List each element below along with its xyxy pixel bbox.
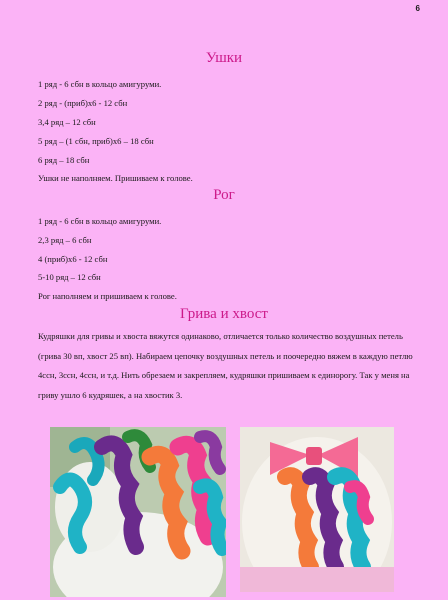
horn-line: Рог наполняем и пришиваем к голове.	[38, 291, 177, 301]
tail-curls-illustration	[240, 427, 394, 592]
mane-curls-illustration	[50, 427, 226, 597]
mane-photo	[50, 427, 226, 597]
ears-line: 5 ряд – (1 сбн, приб)х6 – 18 сбн	[38, 136, 154, 146]
horn-line: 1 ряд - 6 сбн в кольцо амигуруми.	[38, 216, 162, 226]
ears-line: 2 ряд - (приб)х6 - 12 сбн	[38, 98, 128, 108]
page-number: 6	[415, 4, 420, 13]
ears-line: 1 ряд - 6 сбн в кольцо амигуруми.	[38, 79, 162, 89]
horn-line: 2,3 ряд – 6 сбн	[38, 235, 92, 245]
ears-line: 3,4 ряд – 12 сбн	[38, 117, 96, 127]
horn-line: 5-10 ряд – 12 сбн	[38, 272, 101, 282]
mane-paragraph: Кудряшки для гривы и хвоста вяжутся одинаково, отличается только количество воздушных петель (грива 30 вп, хвост 25 вп). Набираем цепочку воздушных петель и поочередно вяжем в каждую петлю 4ссн, 3ссн, 4ссн, и т.д. Нить обрезаем и закрепляем, кудряшки пришиваем к единорогу. Так у меня на гриву ушло 6 кудряшек, а на хвостик 3.	[38, 331, 413, 400]
horn-line: 4 (приб)х6 - 12 сбн	[38, 254, 108, 264]
ears-heading: Ушки	[205, 50, 243, 66]
tail-photo	[240, 427, 394, 592]
mane-heading: Грива и хвост	[180, 306, 268, 322]
ears-line: 6 ряд – 18 сбн	[38, 155, 90, 165]
horn-heading: Рог	[213, 187, 235, 203]
ears-line: Ушки не наполняем. Пришиваем к голове.	[38, 173, 193, 183]
